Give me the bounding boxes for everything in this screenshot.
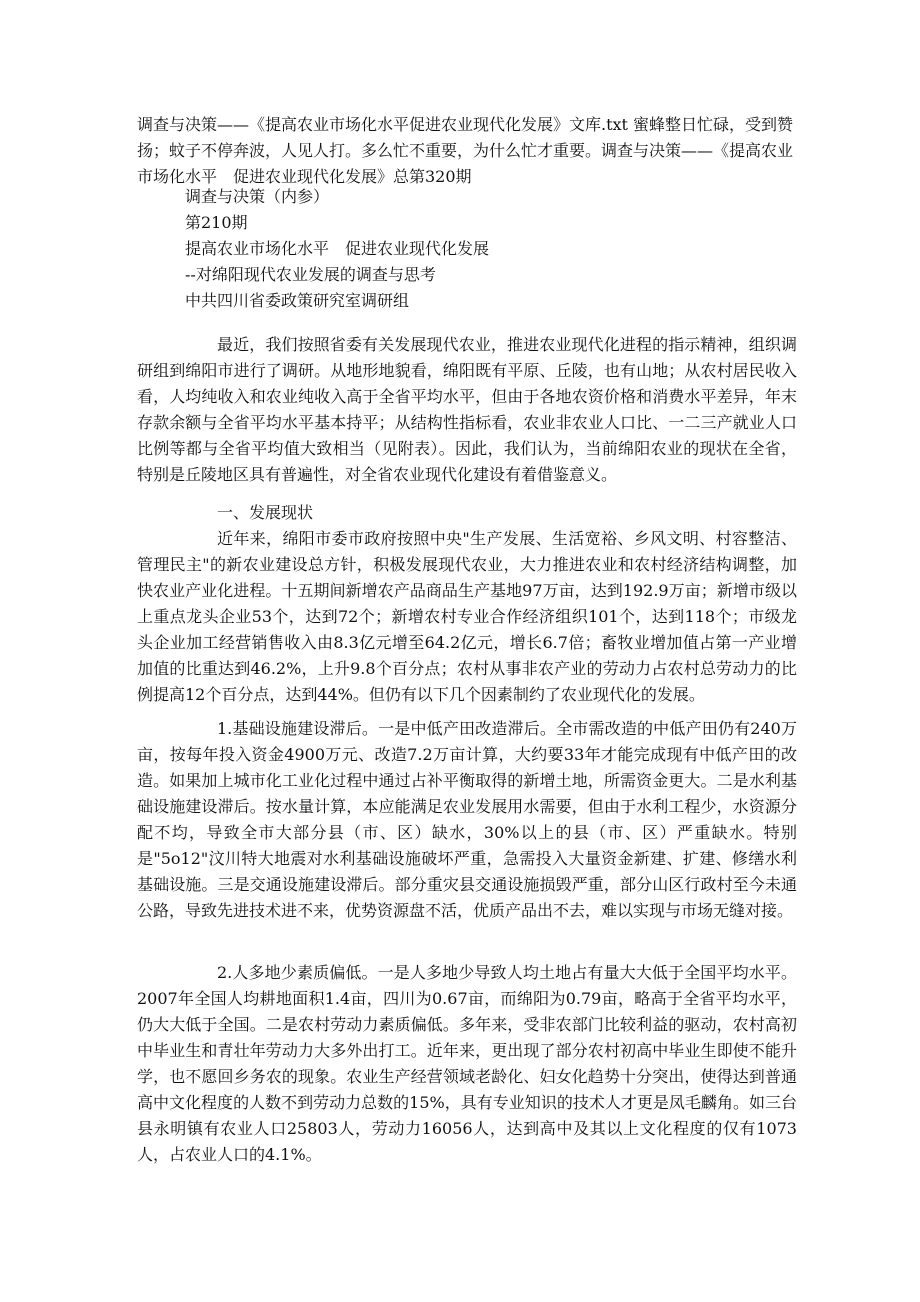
issue-number: 第210期 <box>185 213 248 232</box>
paragraph-population: 2.人多地少素质偏低。一是人多地少导致人均土地占有量大大低于全国平均水平。2007年全国人均耕地面积1.4亩，四川为0.67亩，而绵阳为0.79亩，略高于全省平均水平，仍大大低于全国。二是农村劳动力素质偏低。多年来，受非农部门比较利益的驱动，农村高初中毕业生和青壮年劳动力大多外出打工。近年来，更出现了部分农村初高中毕业生即使不能升学，也不愿回乡务农的现象。农业生产经营领域老龄化、妇女化趋势十分突出，使得达到普通高中文化程度的人数不到劳动力总数的15%，具有专业知识的技术人才更是凤毛麟角。如三台县永明镇有农业人口25803人，劳动力16056人，达到高中及其以上文化程度的仅有1073人，占农业人口的4.1%。 <box>137 963 797 1164</box>
article-title: 提高农业市场化水平 促进农业现代化发展 <box>185 239 490 258</box>
article-subtitle: --对绵阳现代农业发展的调查与思考 <box>185 265 436 284</box>
publication-title: 调查与决策（内参） <box>185 187 330 206</box>
section-heading: 一、发展现状 <box>217 503 314 522</box>
paragraph-status: 近年来，绵阳市委市政府按照中央"生产发展、生活宽裕、乡风文明、村容整洁、管理民主"的新农业建设总方针，积极发展现代农业，大力推进农业和农村经济结构调整，加快农业产业化进程。十五期间新增农产品商品生产基地97万亩，达到192.9万亩；新增市级以上重点龙头企业53个，达到72个；新增农村专业合作经济组织101个，达到118个；市级龙头企业加工经营销售收入由8.3亿元增至64.2亿元，增长6.7倍；畜牧业增加值占第一产业增加值的比重达到46.2%，上升9.8个百分点；农村从事非农产业的劳动力占农村总劳动力的比例提高12个百分点，达到44%。但仍有以下几个因素制约了农业现代化的发展。 <box>137 529 797 704</box>
article-author: 中共四川省委政策研究室调研组 <box>185 291 410 310</box>
paragraph-intro: 最近，我们按照省委有关发展现代农业，推进农业现代化进程的指示精神，组织调研组到绵阳市进行了调研。从地形地貌看，绵阳既有平原、丘陵，也有山地；从农村居民收入看，人均纯收入和农业纯收入高于全省平均水平，但由于各地农资价格和消费水平差异，年末存款余额与全省平均水平基本持平；从结构性指标看，农业非农业人口比、一二三产就业人口比例等都与全省平均值大致相当（见附表）。因此，我们认为，当前绵阳农业的现状在全省，特别是丘陵地区具有普遍性，对全省农业现代化建设有着借鉴意义。 <box>137 335 797 484</box>
paragraph-infrastructure: 1.基础设施建设滞后。一是中低产田改造滞后。全市需改造的中低产田仍有240万亩，按每年投入资金4900万元、改造7.2万亩计算，大约要33年才能完成现有中低产田的改造。如果加上城市化工业化过程中通过占补平衡取得的新增土地，所需资金更大。二是水利基础设施建设滞后。按水量计算，本应能满足农业发展用水需要，但由于水利工程少，水资源分配不均，导致全市大部分县（市、区）缺水，30%以上的县（市、区）严重缺水。特别是"5o12"汶川特大地震对水利基础设施破坏严重，急需投入大量资金新建、扩建、修缮水利基础设施。三是交通设施建设滞后。部分重灾县交通设施损毁严重，部分山区行政村至今未通公路，导致先进技术进不来，优势资源盘不活，优质产品出不去，难以实现与市场无缝对接。 <box>137 719 797 920</box>
document-intro: 调查与决策——《提高农业市场化水平促进农业现代化发展》文库.txt 蜜蜂整日忙碌，受到赞扬；蚊子不停奔波，人见人打。多么忙不重要，为什么忙才重要。调查与决策——《提高农业市场化水平 促进农业现代化发展》总第320期 <box>137 115 794 186</box>
